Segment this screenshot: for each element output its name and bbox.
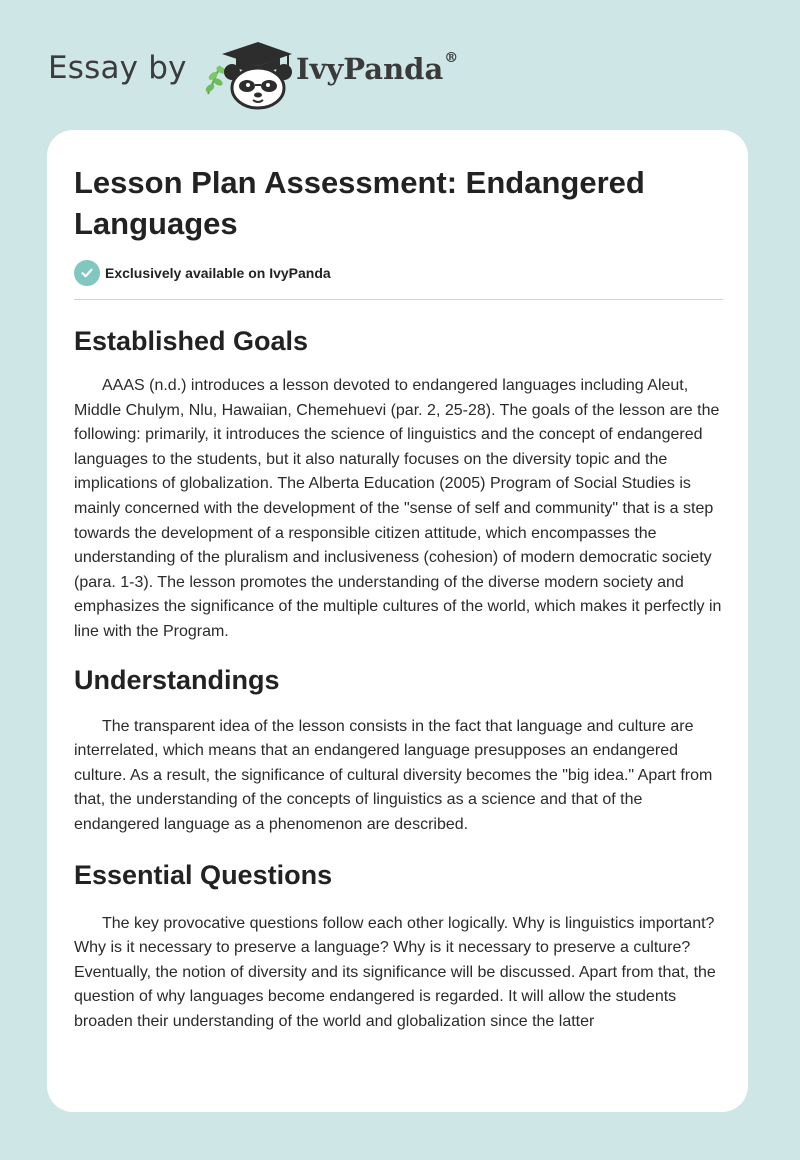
exclusive-badge (74, 260, 724, 286)
essay-by-label: Essay by (48, 50, 187, 86)
essay-content (74, 162, 724, 1034)
exclusive-badge-label: Exclusively available on IvyPanda (105, 265, 331, 281)
section-paragraph: The key provocative questions follow each other logically. Why is linguistics important? Why is it necessary to preserve a language? Why is it necessary to preserve a culture? Eventually, the notion of diversity and its significance will be discussed. Apart from that, the question of why languages become endangered is regarded. It will allow the students broaden their understanding of the world and globalization since the latter (74, 914, 716, 1030)
ivypanda-brand-name[interactable]: IvyPanda® (296, 50, 459, 86)
title-divider (74, 299, 723, 300)
essay-title: Lesson Plan Assessment: Endangered Languages (74, 165, 645, 241)
checkmark-icon (74, 260, 100, 286)
registered-mark: ® (444, 50, 459, 66)
section-paragraph: AAAS (n.d.) introduces a lesson devoted to endangered languages including Aleut, Middle Chulym, Nlu, Hawaiian, Chemehuevi (par. 2, 25-28). The goals of the lesson are the following: primarily, it introduces the science of linguistics and the concept of endangered languages to the students, but it also naturally focuses on the diversity topic and the implications of globalization. The Alberta Education (2005) Program of Social Studies is mainly concerned with the development of the "sense of self and community" that is a step towards the development of a responsible citizen attitude, which encompasses the understanding of the pluralism and inclusiveness (cohesion) of modern democratic society (para. 1-3). The lesson promotes the understanding of the diverse modern society and emphasizes the significance of the multiple cultures of the world, which makes it perfectly in line with the Program. (74, 377, 722, 640)
section-essential-questions (74, 858, 724, 1035)
section-established-goals (74, 324, 724, 645)
ivypanda-logo-icon[interactable] (198, 36, 294, 110)
section-heading: Understandings (74, 664, 280, 695)
section-heading: Essential Questions (74, 859, 333, 890)
section-paragraph: The transparent idea of the lesson consists in the fact that language and culture are interrelated, which means that an endangered language presupposes an endangered culture. As a result, the significance of cultural diversity becomes the "big idea." Apart from that, the understanding of the concepts of linguistics as a science and that of the endangered language as a phenomenon are described. (74, 717, 713, 833)
site-header (48, 36, 508, 110)
essay-card (47, 130, 748, 1112)
section-understandings (74, 663, 724, 838)
section-heading: Established Goals (74, 326, 309, 356)
